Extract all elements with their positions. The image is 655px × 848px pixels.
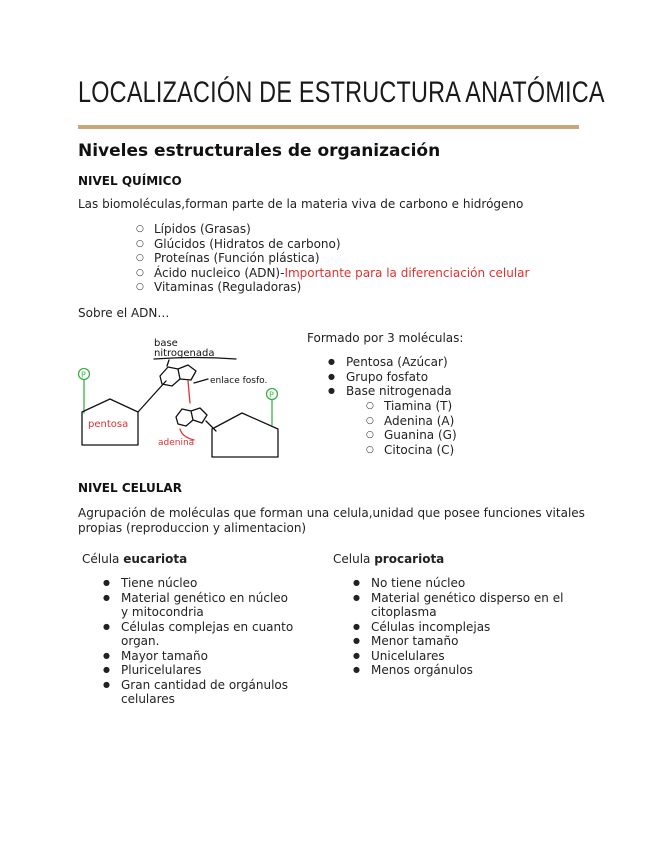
celular-intro-line1: Agrupación de moléculas que forman una celula,unidad que posee funciones vitales — [78, 506, 585, 520]
list-item: ● Mayor tamaño — [102, 649, 322, 664]
adn-intro: Sobre el ADN… — [78, 306, 170, 320]
celular-intro-line2: propias (reproduccion y alimentacion) — [78, 521, 307, 535]
celular-heading: NIVEL CELULAR — [78, 481, 182, 495]
list-item: ○ Proteínas (Función plástica) — [136, 251, 529, 266]
list-item: ○ Lípidos (Grasas) — [136, 222, 529, 237]
bases-list — [366, 399, 457, 457]
formado-intro: Formado por 3 moléculas: — [307, 331, 464, 345]
dna-diagram — [76, 333, 296, 461]
list-item: ● Pentosa (Azúcar) — [327, 355, 452, 370]
procariota-heading — [333, 552, 444, 567]
base-sugar-bond — [206, 421, 216, 431]
title-divider — [78, 125, 579, 129]
list-item: ● Células complejas en cuanto organ. — [102, 620, 322, 649]
list-item: ● Menor tamaño — [352, 634, 567, 649]
list-item: ○ Adenina (A) — [366, 414, 457, 429]
label-nitrogenada: nitrogenada — [154, 348, 215, 359]
phosphate-label: P — [269, 390, 274, 400]
base-ring — [178, 365, 196, 380]
page-title: LOCALIZACIÓN DE ESTRUCTURA ANATÓMICA — [78, 76, 605, 109]
quimico-heading: NIVEL QUÍMICO — [78, 174, 182, 188]
biomolecule-list — [136, 222, 529, 295]
procariota-list — [352, 576, 567, 678]
list-item: ● Menos orgánulos — [352, 663, 567, 678]
list-item: ● Unicelulares — [352, 649, 567, 664]
list-item: ○ Citocina (C) — [366, 443, 457, 458]
sugar-base-bond — [138, 381, 166, 412]
list-item: ○ Tiamina (T) — [366, 399, 457, 414]
procariota-prefix: Celula — [333, 552, 375, 566]
list-item: ○ Guanina (G) — [366, 428, 457, 443]
pointer-line — [167, 360, 169, 366]
list-item: ○ Glúcidos (Hidratos de carbono) — [136, 237, 529, 252]
list-item: ● No tiene núcleo — [352, 576, 567, 591]
label-base: base — [154, 338, 178, 349]
list-item: ● Pluricelulares — [102, 663, 322, 678]
section-title: Niveles estructurales de organización — [78, 141, 441, 161]
base-ring — [160, 367, 180, 386]
list-item: ● Base nitrogenada — [327, 384, 452, 399]
eucariota-list — [102, 576, 322, 707]
important-note: Importante para la diferenciación celular — [284, 265, 530, 280]
list-item: ● Gran cantidad de orgánulos celulares — [102, 678, 291, 707]
list-item-text: Ácido nucleico (ADN)- — [154, 265, 285, 280]
procariota-bold: procariota — [374, 552, 445, 566]
list-item: ● Células incomplejas — [352, 620, 567, 635]
eucariota-heading — [82, 552, 187, 567]
label-enlace: enlace fosfo. — [210, 376, 268, 386]
label-adenina: adenina — [158, 438, 195, 448]
list-item — [136, 266, 529, 281]
quimico-intro: Las biomoléculas,forman parte de la materia viva de carbono e hidrógeno — [78, 197, 524, 211]
list-item: ● Material genético disperso en el citoplasma — [352, 591, 566, 620]
phosphate-label: P — [81, 370, 86, 380]
hydrogen-bond — [188, 381, 190, 403]
eucariota-bold: eucariota — [123, 552, 188, 566]
base-ring — [176, 409, 193, 426]
molecule-list — [327, 355, 452, 399]
list-item: ● Material genético en núcleo y mitocondria — [102, 591, 291, 620]
base-ring — [191, 408, 207, 423]
pentose-shape — [212, 413, 278, 457]
eucariota-prefix: Célula — [82, 552, 124, 566]
list-item: ○ Vitaminas (Reguladoras) — [136, 280, 529, 295]
pointer-line — [194, 379, 208, 383]
list-item: ● Grupo fosfato — [327, 370, 452, 385]
label-pentosa: pentosa — [88, 419, 129, 430]
list-item: ● Tiene núcleo — [102, 576, 322, 591]
